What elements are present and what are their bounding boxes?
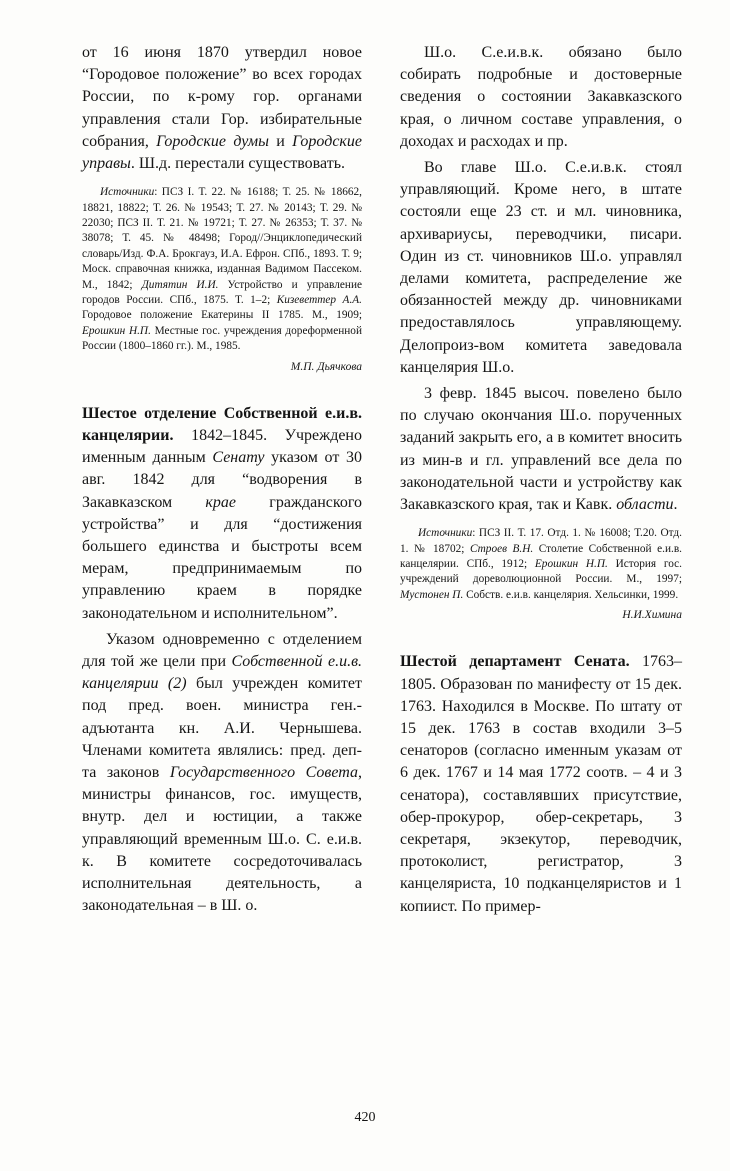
body-paragraph: Во главе Ш.о. С.е.и.в.к. стоял управляющий. Кроме него, в штате состояли еще 23 ст. и мл. чиновника, архивариусы, переводчики, писари. Один из ст. чиновников Ш.о. управлял делами комитета, распределение же обязанностей между др. чиновниками предоставлялось управляющему. Делопроиз-вом комитета заведовала канцелярия Ш.о. xyxy=(400,159,682,376)
entry-headword: Шестой департамент Сената. xyxy=(400,653,630,671)
body-paragraph: Ш.о. С.е.и.в.к. обязано было собирать подробные и достоверные сведения о состоянии Закавказского края, о личном составе управления, о доходах и расходах и пр. xyxy=(400,44,682,150)
entry-paragraph: Указом одновременно с отделением для той же цели при Собственной е.и.в. канцелярии (2) был учрежден комитет под пред. воен. министра ген.-адъютанта кн. А.И. Чернышева. Членами комитета являлись: пред. деп-та законов Государственного Совета, министры финансов, гос. имуществ, внутр. дел и юстиции, а также управляющий временным Ш.о. С. е.и.в. к. В комитете сосредоточивалась исполнительная деятельность, а законодательная – в Ш. о. xyxy=(82,630,363,915)
author-signature: М.П. Дьячкова xyxy=(290,360,362,373)
left-column xyxy=(82,42,362,917)
sources-block: Источники: ПСЗ II. Т. 17. Отд. 1. № 16008; Т.20. Отд. 1. № 18702; Строев В.Н. Столетие Собственной е.и.в. канцелярии. СПб., 1912; Ерошкин Н.П. История гос. учреждений дореволюционной России. М., 1997; Мустонен П. Собств. е.и.в. канцелярия. Хельсинки, 1999. xyxy=(400,527,682,601)
entry-paragraph: Шестой департамент Сената. 1763–1805. Образован по манифесту от 15 дек. 1763. Находился в Москве. По штату от 15 дек. 1763 в состав входили 3–5 сенаторов (согласно именным указам от 6 дек. 1767 и 14 мая 1772 соотв. – 4 и 3 сенатора), составлявших присутствие, обер-прокурор, обер-секретарь, 3 секретаря, экзекутор, переводчик, протоколист, регистратор, 3 канцеляриста, 10 подканцеляристов и 1 копиист. По пример- xyxy=(400,653,682,915)
body-paragraph: 3 февр. 1845 высоч. повелено было по случаю окончания Ш.о. порученных заданий закрыть его, а в комитет вносить из мин-в и гл. управлений все дела по законодательной части и устройству как Закавказского края, так и Кавк. области. xyxy=(400,385,682,514)
page-number: 420 xyxy=(354,1110,376,1125)
sources-block: Источники: ПСЗ I. Т. 22. № 16188; Т. 25. № 18662, 18821, 18822; Т. 26. № 19543; Т. 27. № 20143; Т. 29. № 22030; ПСЗ II. Т. 21. № 19721; Т. 27. № 26353; Т. 37. № 38078; Т. 45. № 48498; Город//Энциклопедический словарь/Изд. Ф.А. Брокгауз, И.А. Ефрон. СПб., 1893. Т. 9; Моск. справочная книжка, изданная Вадимом Пассеком. М., 1842; Дитятин И.И. Устройство и управление городов России. СПб., 1875. Т. 1–2; Кизеветтер А.А. Городовое положение Екатерины II 1785. М., 1909; Ерошкин Н.П. Местные гос. учреждения дореформенной России (1800–1860 гг.). М., 1985. xyxy=(82,186,363,353)
right-column xyxy=(400,42,682,918)
article-entry xyxy=(82,403,362,918)
entry-paragraph: Шестое отделение Собственной е.и.в. канцелярии. 1842–1845. Учреждено именным данным Сенату указом от 30 авг. 1842 для “водворения в Закавказском крае гражданского устройства” и для “достижения большего единства и быстроты всем мерам, предпринимаемым по управлению краем в порядке законодательном и исполнительном”. xyxy=(82,404,363,622)
sources-label: Источники xyxy=(418,527,473,540)
sources-label: Источники xyxy=(100,186,155,199)
intro-paragraph: от 16 июня 1870 утвердил новое “Городовое положение” во всех городах России, по к-рому гор. органами управления стали Гор. избирательные собрания, Городские думы и Городские управы. Ш.д. перестали существовать. xyxy=(82,44,362,173)
entry-headword: Шестое отделение Собственной е.и.в. канцелярии. xyxy=(82,404,362,444)
author-signature: Н.И.Химина xyxy=(622,609,682,622)
article-entry xyxy=(400,651,682,917)
